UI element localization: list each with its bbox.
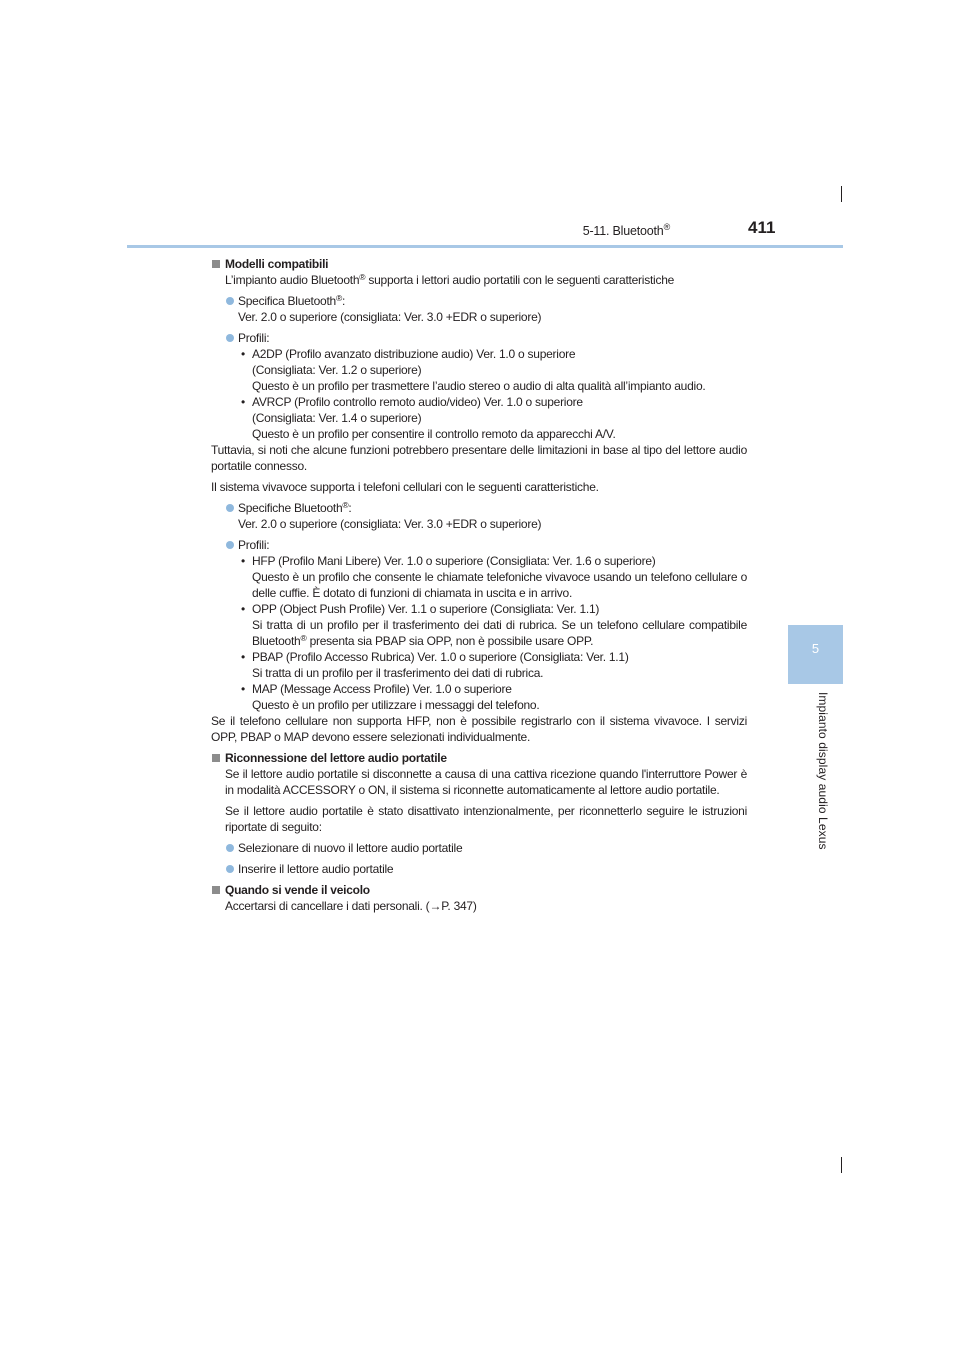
phone-intro: Il sistema vivavoce supporta i telefoni cellulari con le seguenti caratteristiche. xyxy=(211,480,599,494)
profile-hfp: • HFP (Profilo Mani Libere) Ver. 1.0 o superiore (Consigliata: Ver. 1.6 o superiore) Questo è un profilo che consente le chiamate telefoniche vivavoce usando un telefono cellulare o delle cuffie. È dotato di funzioni di chiamata in uscita e in arrivo. xyxy=(241,554,747,600)
chapter-label: Impianto display audio Lexus xyxy=(816,692,830,850)
section-title: 5-11. Bluetooth® xyxy=(582,222,670,239)
round-bullet-icon xyxy=(226,844,234,852)
heading-selling-vehicle: Quando si vende il veicolo xyxy=(211,882,747,898)
page-number: 411 xyxy=(748,218,776,237)
bullet-audio-profiles: Profili: xyxy=(211,330,747,346)
page-reference-link[interactable]: P. 347) xyxy=(441,899,477,913)
round-bullet-icon xyxy=(226,504,234,512)
reconnect-para-1: Se il lettore audio portatile si disconnette a causa di una cattiva ricezione quando l'interruttore Power è in modalità ACCESSORY o ON, il sistema si riconnette automaticamente al lettore audio portatile. xyxy=(225,767,747,797)
bullet-audio-spec: Specifica Bluetooth®: Ver. 2.0 o superiore (consigliata: Ver. 3.0 +EDR o superiore) xyxy=(211,293,747,325)
audio-limitations-note: Tuttavia, si noti che alcune funzioni potrebbero presentare delle limitazioni in base al tipo del lettore audio portatile connesso. xyxy=(211,443,747,473)
round-bullet-icon xyxy=(226,865,234,873)
square-bullet-icon xyxy=(212,754,220,762)
reconnect-para-2: Se il lettore audio portatile è stato disattivato intenzionalmente, per riconnetterlo seguire le istruzioni riportate di seguito: xyxy=(225,804,747,834)
square-bullet-icon xyxy=(212,886,220,894)
bullet-insert-player: Inserire il lettore audio portatile xyxy=(211,861,747,877)
profile-opp: • OPP (Object Push Profile) Ver. 1.1 o superiore (Consigliata: Ver. 1.1) Si tratta di un profilo per il trasferimento dei dati di rubrica. Se un telefono cellulare compatibile Bluetooth® presenta sia PBAP sia OPP, non è possibile usare OPP. xyxy=(241,602,747,648)
square-bullet-icon xyxy=(212,260,220,268)
profile-pbap: • PBAP (Profilo Accesso Rubrica) Ver. 1.0 o superiore (Consigliata: Ver. 1.1) Si tratta di un profilo per il trasferimento dei dati di rubrica. xyxy=(241,650,629,680)
chapter-number: 5 xyxy=(811,641,820,656)
phone-hfp-note: Se il telefono cellulare non supporta HFP, non è possibile registrarlo con il sistema vivavoce. I servizi OPP, PBAP o MAP devono essere selezionati individualmente. xyxy=(211,714,747,744)
arrow-right-icon: → xyxy=(429,899,442,913)
bullet-phone-spec: Specifiche Bluetooth®: Ver. 2.0 o superiore (consigliata: Ver. 3.0 +EDR o superiore) xyxy=(211,500,747,532)
crop-mark-top xyxy=(841,186,842,202)
bullet-phone-profiles: Profili: xyxy=(211,537,747,553)
chapter-tab xyxy=(788,625,843,684)
round-bullet-icon xyxy=(226,541,234,549)
profile-map: • MAP (Message Access Profile) Ver. 1.0 o superiore Questo è un profilo per utilizzare i messaggi del telefono. xyxy=(241,682,540,712)
profile-a2dp: • A2DP (Profilo avanzato distribuzione audio) Ver. 1.0 o superiore (Consigliata: Ver. 1.2 o superiore) Questo è un profilo per trasmettere l’audio stereo o audio di alta qualità all’impianto audio. xyxy=(241,347,706,393)
sell-text: Accertarsi di cancellare i dati personali. (→P. 347) xyxy=(225,899,477,913)
compat-intro: L’impianto audio Bluetooth® supporta i lettori audio portatili con le seguenti caratteristiche xyxy=(225,272,675,287)
heading-reconnection: Riconnessione del lettore audio portatile xyxy=(211,750,747,766)
crop-mark-bottom xyxy=(841,1157,842,1173)
page-content xyxy=(211,256,747,914)
header-rule xyxy=(127,245,843,248)
round-bullet-icon xyxy=(226,297,234,305)
profile-avrcp: • AVRCP (Profilo controllo remoto audio/video) Ver. 1.0 o superiore (Consigliata: Ver. 1.4 o superiore) Questo è un profilo per consentire il controllo remoto da apparecchi A/V. xyxy=(241,395,616,441)
bullet-reselect-player: Selezionare di nuovo il lettore audio portatile xyxy=(211,840,747,856)
round-bullet-icon xyxy=(226,334,234,342)
heading-compatible-models: Modelli compatibili xyxy=(211,256,747,272)
